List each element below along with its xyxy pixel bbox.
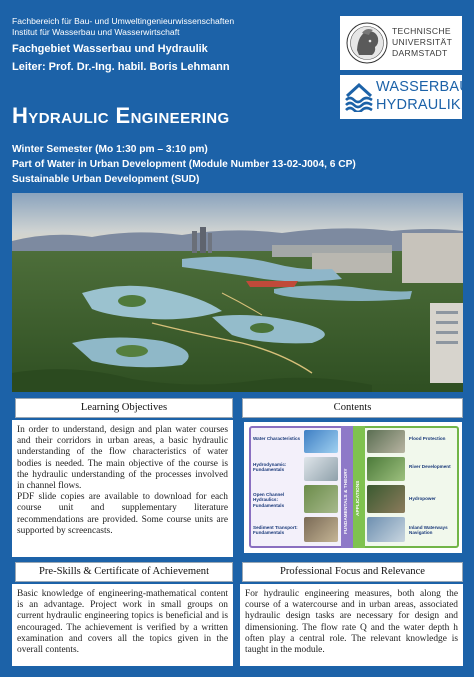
- wasserbau-text: WASSERBAU: [376, 79, 470, 95]
- department-name: Fachgebiet Wasserbau und Hydraulik: [12, 43, 208, 55]
- hydropower-thumb-icon: [367, 485, 405, 513]
- urban-wetland-photo: [12, 193, 463, 392]
- waves-icon: [344, 82, 374, 112]
- professional-text: [240, 584, 463, 666]
- fundamentals-label: FUNDAMENTALS & THEORY: [344, 468, 349, 534]
- learning-objectives-text: [12, 420, 233, 557]
- content-item: Open Channel Hydraulics: Fundamentals: [253, 492, 285, 508]
- department-head: Leiter: Prof. Dr.-Ing. habil. Boris Lehmann: [12, 61, 230, 73]
- professional-paragraph: For hydraulic engineering measures, both along the course of a watercourse and in urban areas, associated hydraulic design tasks are necessary for design and dimensioning. The flow rate Q and the water depth h often play a central role. The relevant knowledge is taught in the module.: [245, 589, 458, 656]
- sediment-thumb-icon: [304, 517, 338, 542]
- learning-objectives-paragraph-2: PDF slide copies are available to download for each course unit and supplementary literature recommendations are provided. Some course units are supported by screencasts.: [17, 492, 228, 536]
- content-item: Hydrodynamic: Fundamentals: [253, 462, 287, 473]
- navigation-thumb-icon: [367, 517, 405, 542]
- hydraulik-text: HYDRAULIK: [376, 97, 461, 113]
- learning-objectives-heading: Learning Objectives: [15, 398, 233, 418]
- channel-thumb-icon: [304, 485, 338, 513]
- wasserbau-hydraulik-logo: [340, 75, 470, 119]
- tud-line-3: DARMSTADT: [392, 48, 448, 58]
- course-title: Hydraulic Engineering: [12, 103, 230, 128]
- content-item: Flood Protection: [409, 436, 446, 441]
- tud-line-2: UNIVERSITÄT: [392, 37, 453, 47]
- professional-heading: Professional Focus and Relevance: [242, 562, 463, 582]
- learning-objectives-paragraph-1: In order to understand, design and plan water courses and their corridors in urban areas, a basic hydraulic understanding of the flow characteristics of water bodies is needed. The main objective of the course is the hydraulic understanding of the processes involved in channel flows.: [17, 425, 228, 492]
- content-item: Hydropower: [409, 496, 436, 501]
- tud-logo: [340, 16, 462, 70]
- preskills-heading: Pre-Skills & Certificate of Achievement: [15, 562, 233, 582]
- contents-diagram: [244, 422, 462, 553]
- tud-line-1: TECHNISCHE: [392, 26, 451, 36]
- faculty-name: Fachbereich für Bau- und Umweltingenieurwissenschaften: [12, 16, 235, 26]
- content-item: River Development: [409, 464, 451, 469]
- content-item: Water Characteristics: [253, 436, 301, 441]
- preskills-text: [12, 584, 233, 666]
- droplet-thumb-icon: [304, 457, 338, 481]
- fundamentals-bar: [341, 426, 353, 548]
- contents-heading: Contents: [242, 398, 463, 418]
- applications-label: APPLICATIONS: [356, 480, 361, 516]
- content-item: Inland Waterways Navigation: [409, 525, 448, 536]
- content-item: Sediment Transport: Fundamentals: [253, 525, 298, 536]
- program-info: Sustainable Urban Development (SUD): [12, 174, 200, 185]
- preskills-paragraph: Basic knowledge of engineering-mathematical content is an advantage. Project work in small groups on current hydraulic engineering topics is beneficial and is encouraged. The achievement is verified by a written examination and covers all the topics given in the overall contents.: [17, 589, 228, 656]
- module-info: Part of Water in Urban Development (Module Number 13-02-J004, 6 CP): [12, 159, 356, 170]
- institute-name: Institut für Wasserbau und Wasserwirtschaft: [12, 27, 180, 37]
- semester-info: Winter Semester (Mo 1:30 pm – 3:10 pm): [12, 144, 208, 155]
- applications-bar: [353, 426, 365, 548]
- water-thumb-icon: [304, 430, 338, 453]
- river-thumb-icon: [367, 457, 405, 481]
- flood-thumb-icon: [367, 430, 405, 453]
- athena-seal-icon: [345, 20, 389, 66]
